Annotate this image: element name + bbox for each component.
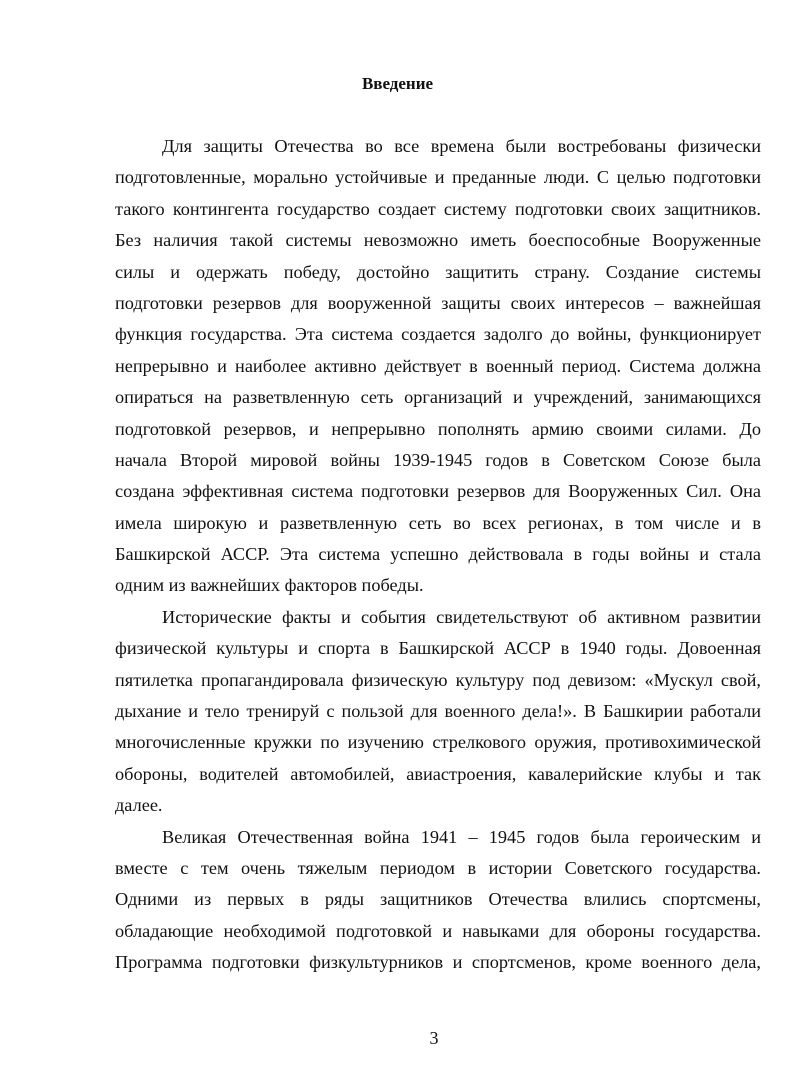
text-line: Без наличия такой системы невозможно иметь боеспособные Вооруженные — [115, 230, 761, 251]
text-line: опираться на разветвленную сеть организаций и учреждений, занимающихся — [115, 387, 761, 408]
text-line: подготовки резервов для вооруженной защиты своих интересов – важнейшая — [115, 292, 761, 313]
text-line: создана эффективная система подготовки резервов для Вооруженных Сил. Она — [115, 481, 761, 502]
text-line: такого контингента государство создает систему подготовки своих защитников. — [115, 198, 761, 219]
text-line: непрерывно и наиболее активно действует в военный период. Система должна — [115, 355, 761, 376]
text-line: далее. — [115, 795, 163, 816]
text-line: вместе с тем очень тяжелым периодом в истории Советского государства. — [115, 857, 761, 878]
text-line: физической культуры и спорта в Башкирской АССР в 1940 годы. Довоенная — [115, 638, 761, 659]
text-line: Для защиты Отечества во все времена были востребованы физически — [162, 136, 761, 156]
text-line: дыхание и тело тренируй с пользой для военного дела!». В Башкирии работали — [115, 701, 761, 722]
text-line: многочисленные кружки по изучению стрелкового оружия, противохимической — [115, 732, 761, 753]
text-line: пятилетка пропагандировала физическую культуру под девизом: «Мускул свой, — [115, 669, 761, 690]
text-line: одним из важнейших факторов победы. — [115, 575, 424, 596]
text-line: силы и одержать победу, достойно защитить страну. Создание системы — [115, 261, 761, 282]
text-line: Великая Отечественная война 1941 – 1945 годов была героическим и — [162, 826, 761, 847]
text-line: функция государства. Эта система создается задолго до войны, функционирует — [115, 324, 761, 345]
text-line: подготовкой резервов, и непрерывно пополнять армию своими силами. До — [115, 418, 761, 439]
text-line: обладающие необходимой подготовкой и навыками для обороны государства. — [115, 920, 761, 941]
text-line: Одними из первых в ряды защитников Отечества влились спортсмены, — [115, 889, 761, 910]
page-title: Введение — [361, 74, 434, 93]
text-line: Программа подготовки физкультурников и спортсменов, кроме военного дела, — [115, 952, 761, 973]
text-line: имела широкую и разветвленную сеть во всех регионах, в том числе и в — [115, 512, 761, 533]
text-line: Исторические факты и события свидетельствуют об активном развитии — [162, 606, 761, 627]
page-number: 3 — [429, 1028, 439, 1048]
text-line: обороны, водителей автомобилей, авиастроения, кавалерийские клубы и так — [115, 763, 761, 784]
text-line: начала Второй мировой войны 1939-1945 годов в Советском Союзе была — [115, 449, 761, 470]
text-line: подготовленные, морально устойчивые и преданные люди. С целью подготовки — [115, 167, 761, 188]
body-text — [115, 131, 761, 979]
text-line: Башкирской АССР. Эта система успешно действовала в годы войны и стала — [115, 544, 761, 565]
